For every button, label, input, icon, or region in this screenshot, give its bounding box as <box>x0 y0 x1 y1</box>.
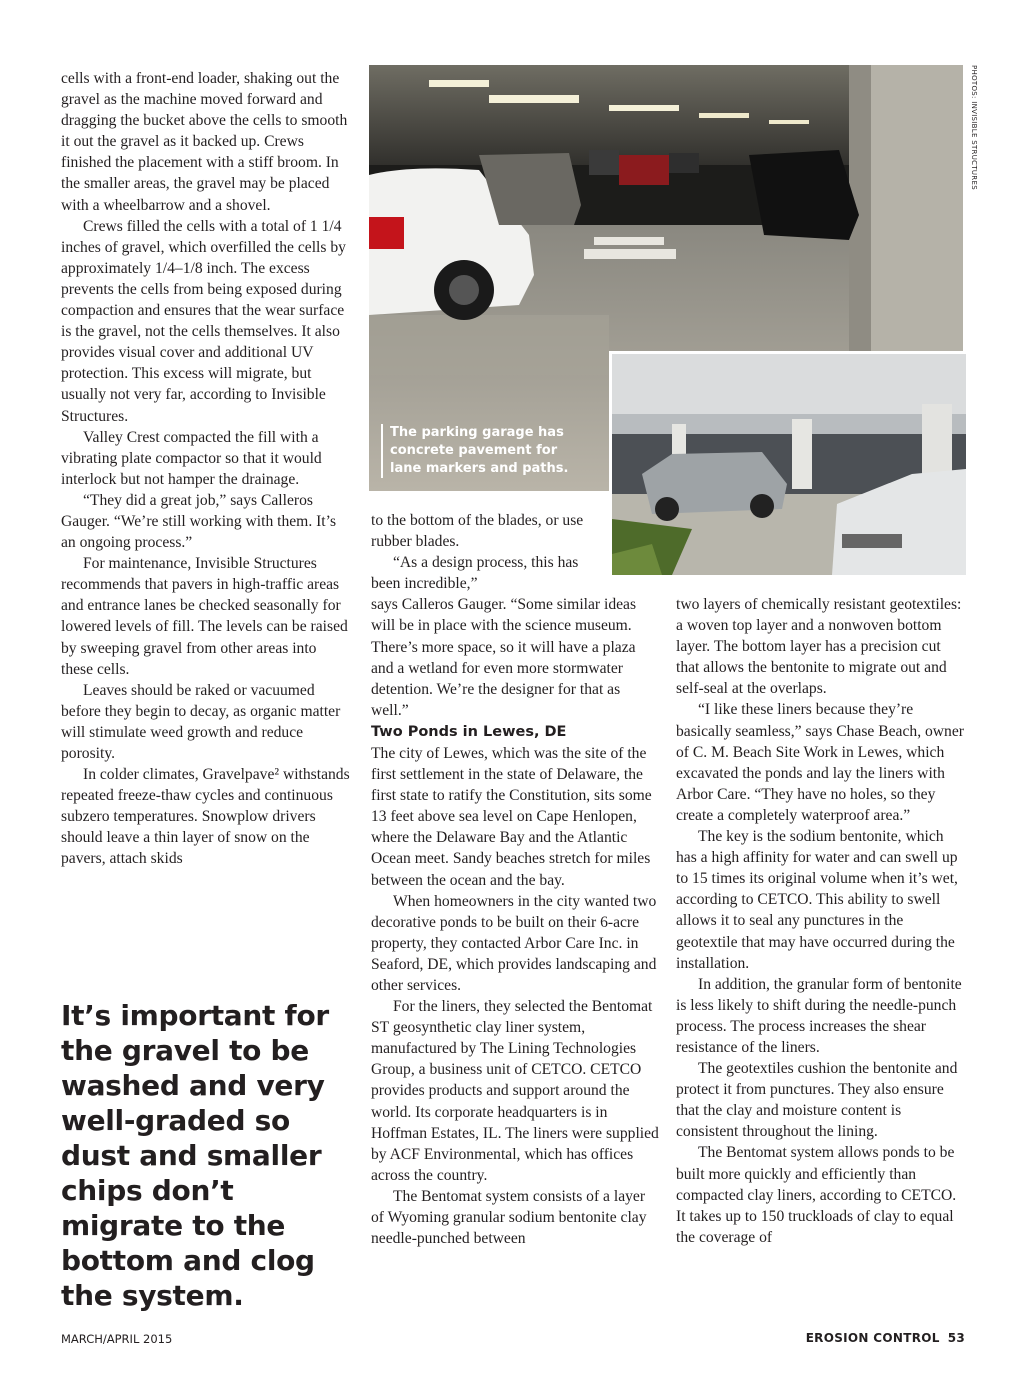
footer-issue: MARCH/APRIL 2015 <box>61 1332 173 1346</box>
paragraph: The Bentomat system allows ponds to be built more quickly and efficiently than compacted clay liners, according to CETCO. It takes up to 150 truckloads of clay to equal the coverage of <box>676 1144 957 1246</box>
footer-magazine <box>806 1331 965 1345</box>
page-number: 53 <box>947 1331 965 1345</box>
article-column-1 <box>61 68 351 870</box>
photo-credit <box>964 65 984 195</box>
paragraph: The geotextiles cushion the bentonite and protect it from punctures. They also ensure that the clay and moisture content is consistent throughout the lining. <box>676 1060 958 1141</box>
paragraph: Crews filled the cells with a total of 1 1/4 inches of gravel, which overfilled the cells by approximately 1/4–1/8 inch. The excess prevents the cells from being exposed during compaction and ensures that the wear surface is the gravel, not the cells themselves. It also provides visual cover and additional UV protection. This excess will migrate, but usually not very far, according to Invisible Structures. <box>61 217 346 425</box>
paragraph: In colder climates, Gravelpave² withstands repeated freeze-thaw cycles and continuous subzero temperatures. Snowplow drivers should leave a thin layer of snow on the pavers, attach skids <box>61 766 350 868</box>
paragraph: two layers of chemically resistant geotextiles: a woven top layer and a nonwoven bottom layer. The bottom layer has a precision cut that allows the bentonite to migrate out and self-seal at the overlaps. <box>676 596 962 698</box>
paragraph: “They did a great job,” says Calleros Gauger. “We’re still working with them. It’s an ongoing process.” <box>61 491 337 552</box>
paragraph: For the liners, they selected the Bentomat ST geosynthetic clay liner system, manufactured by The Lining Technologies Group, a business unit of CETCO. CETCO provides products and support around the world. Its corporate headquarters is in Hoffman Estates, IL. The liners were supplied by ACF Environmental, which has offices across the country. <box>371 998 659 1184</box>
pull-quote: It’s important for the gravel to be washed and very well-graded so dust and smaller chips don’t migrate to the bottom and clog the system. <box>61 999 329 1312</box>
paragraph: In addition, the granular form of bentonite is less likely to shift during the needle-punch process. The process increases the shear resistance of the liners. <box>676 975 962 1056</box>
footer-magazine-name: EROSION CONTROL <box>805 1331 940 1345</box>
paragraph: cells with a front-end loader, shaking out the gravel as the machine moved forward and dragging the bucket above the cells to smooth it out the gravel as it backed up. Crews finished the placement with a stiff broom. In the smaller areas, the gravel may be placed with a wheelbarrow and a shovel. <box>61 70 348 214</box>
paragraph: Valley Crest compacted the fill with a vibrating plate compactor so that it would interlock but not hamper the drainage. <box>61 428 322 488</box>
section-subhead: Two Ponds in Lewes, DE <box>371 723 567 740</box>
paragraph: “As a design process, this has been incredible,” <box>371 554 579 593</box>
paragraph: to the bottom of the blades, or use rubber blades. <box>371 512 584 551</box>
paragraph: “I like these liners because they’re basically seamless,” says Chase Beach, owner of C. M. Beach Site Work in Lewes, which excavated the ponds and lay the liners with Arbor Care. “They have no holes, so they create a completely waterproof area.” <box>676 701 964 824</box>
parking-garage-inset-photo <box>609 351 966 575</box>
paragraph: says Calleros Gauger. “Some similar ideas will be in place with the science museum. There’s more space, so it will have a plaza and a wetland for even more stormwater detention. We’re the designer for that as well.” <box>371 596 637 719</box>
article-column-3 <box>676 594 964 1248</box>
column-2-after-block <box>371 743 659 1249</box>
paragraph: The Bentomat system consists of a layer of Wyoming granular sodium bentonite clay needle-punched between <box>371 1187 647 1248</box>
photo-credit-text: PHOTOS: INVISIBLE STRUCTURES <box>970 65 978 190</box>
paragraph: For maintenance, Invisible Structures recommends that pavers in high-traffic areas and entrance lanes be checked seasonally for lowered levels of fill. The levels can be raised by sweeping gravel from other areas into these cells. <box>61 555 348 678</box>
paragraph: The city of Lewes, which was the site of the first settlement in the state of Delaware, the first state to ratify the Constitution, sits some 13 feet above sea level on Cape Henlopen, where the Delaware Bay and the Atlantic Ocean meet. Sandy beaches stretch for miles between the ocean and the bay. <box>371 744 652 889</box>
paragraph: When homeowners in the city wanted two decorative ponds to be built on their 6-acre property, they contacted Arbor Care Inc. in Seaford, DE, which provides landscaping and other services. <box>371 892 657 994</box>
photo-caption: The parking garage has concrete pavement for lane markers and paths. <box>381 424 590 478</box>
paragraph: Leaves should be raked or vacuumed before they begin to decay, as organic matter will stimulate weed growth and reduce porosity. <box>61 681 341 762</box>
column-2-block <box>371 594 659 721</box>
article-column-2 <box>371 510 659 1249</box>
parking-garage-inset-illustration <box>612 354 966 575</box>
column-2-narrow-block <box>371 510 603 594</box>
paragraph: The key is the sodium bentonite, which has a high affinity for water and can swell up to 15 times its original volume when it’s wet, according to CETCO. This ability to swell allows it to seal any punctures in the geotextile that may have occurred during the installation. <box>676 828 958 972</box>
